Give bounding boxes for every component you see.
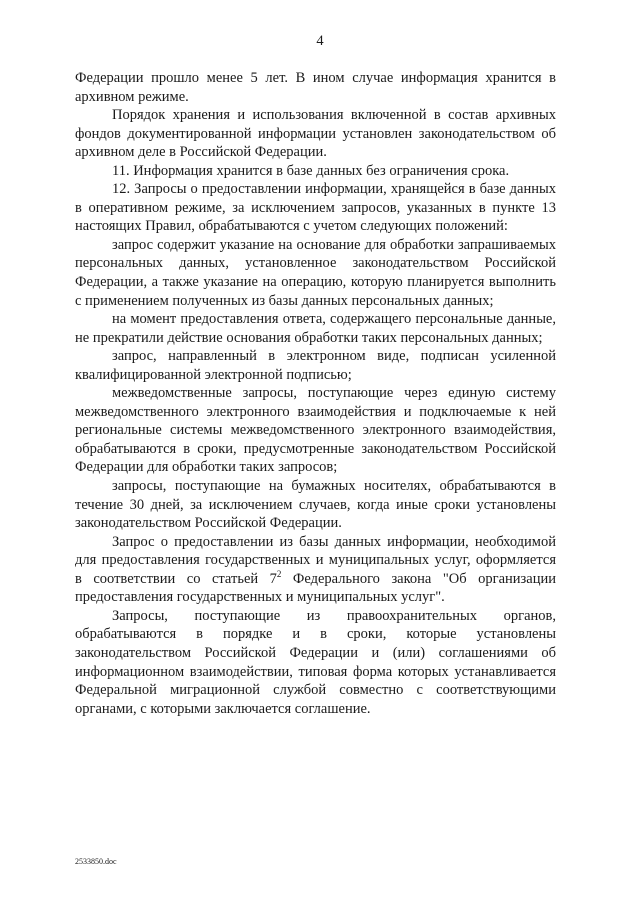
page-number: 4 xyxy=(316,33,324,49)
article-superscript: 2 xyxy=(276,568,282,579)
paragraph-paper-requests: запросы, поступающие на бумажных носителях, обрабатываются в течение 30 дней, за исключением случаев, когда иные сроки установлены законодательством Российской Федерации. xyxy=(75,478,556,532)
paragraph-request-basis: запрос содержит указание на основание для обработки запрашиваемых персональных данных, установленное законодательством Российской Федерации, а также указание на операцию, которую планируется выполнить с применением полученных из базы данных персональных данных; xyxy=(75,236,556,309)
document-body xyxy=(75,69,556,718)
paragraph-basis-valid: на момент предоставления ответа, содержащего персональные данные, не прекратили действие основания обработки таких персональных данных; xyxy=(75,311,556,346)
paragraph-archive-storage-order: Порядок хранения и использования включенной в состав архивных фондов документированной информации установлен законодательством об архивном деле в Российской Федерации. xyxy=(75,107,556,161)
paragraph-item-11: 11. Информация хранится в базе данных без ограничения срока. xyxy=(112,162,510,179)
paragraph-item-12: 12. Запросы о предоставлении информации, хранящейся в базе данных в оперативном режиме, за исключением запросов, указанных в пункте 13 настоящих Правил, обрабатываются с учетом следующих положений: xyxy=(75,181,556,235)
paragraph-archive-period: Федерации прошло менее 5 лет. В ином случае информация хранится в архивном режиме. xyxy=(75,70,556,105)
paragraph-law-enforcement-requests: Запросы, поступающие из правоохранительных органов, обрабатываются в порядке и в сроки, которые установлены законодательством Российской Федерации и (или) соглашениями об информационном взаимодействии, типовая форма которых устанавливается Федеральной миграционной службой совместно с соответствующими органами, с которыми заключается соглашение. xyxy=(75,607,556,717)
paragraph-interagency-requests: межведомственные запросы, поступающие через единую систему межведомственного электронного взаимодействия и подключаемые к ней региональные системы межведомственного электронного взаимодействия, обрабатываются в сроки, предусмотренные законодательством Российской Федерации для обработки таких запросов; xyxy=(75,385,556,476)
footer-filename: 2533850.doc xyxy=(75,857,117,866)
paragraph-public-services-text-start: Запрос о предоставлении из базы данных информации, необходимой для предоставления государственных и муниципальных услуг, оформляется в соответствии со статьей 7 xyxy=(75,533,556,587)
paragraph-electronic-signature: запрос, направленный в электронном виде, подписан усиленной квалифицированной электронной подписью; xyxy=(75,348,556,383)
paragraph-public-services-text-end: Федерального закона "Об организации предоставления государственных и муниципальных услуг". xyxy=(75,570,556,606)
paragraph-public-services-request xyxy=(75,533,556,607)
